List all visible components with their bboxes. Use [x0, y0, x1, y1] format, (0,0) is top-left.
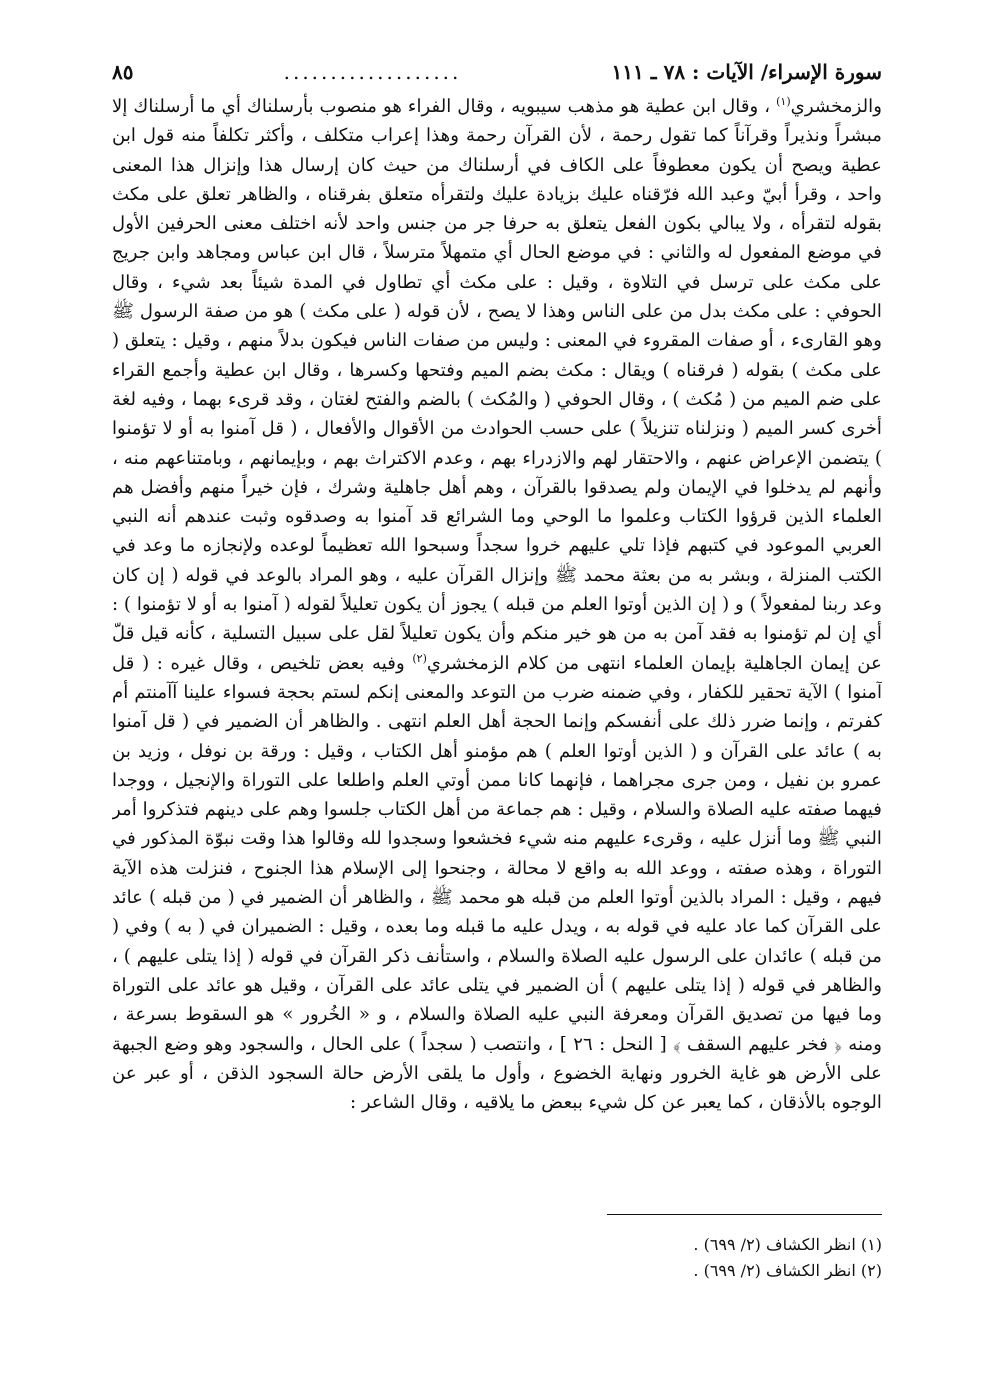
footnote-marker-2: (٢) — [412, 651, 427, 665]
main-text — [112, 92, 882, 1172]
page-number: ٨٥ — [112, 60, 134, 84]
running-header — [112, 60, 882, 90]
text-segment-2: ، وقال ابن عطية هو مذهب سيبويه ، وقال الفراء هو منصوب بأرسلناك أي ما أرسلناك إلا مبشراً ونذيراً وقرآناً كما تقول رحمة ، لأن القرآن رحمة وهذا إعراب متكلف ، وأكثر تكلفاً منه قول ابن عطية ويصح أن يكون معطوفاً على الكاف في أرسلناك من حيث كان إرسال هذا وإنزال هذا المعنى واحد ، وقرأ أبيّ وعبد الله فرّقناه عليك بزيادة عليك ولتقرأه متعلق بفرقناه ، والظاهر تعلق على مكث بقوله لتقرأه ، ولا يبالي بكون الفعل يتعلق به حرفا جر من جنس واحد لأنه اختلف معنى الحرفين الأول في موضع المفعول له والثاني : في موضع الحال أي متمهلاً مترسلاً ، قال ابن عباس ومجاهد وابن جريج على مكث على ترسل في التلاوة ، وقيل : على مكث أي تطاول في المدة شيئاً بعد شيء ، وقال الحوفي : على مكث بدل من على الناس وهذا لا يصح ، لأن قوله ( على مكث ) هو من صفة الرسول ﷺ وهو القارىء ، أو صفات المقروء في المعنى : وليس من صفات الناس فيكون بدلاً منهم ، وقيل : يتعلق ( على مكث ) بقوله ( فرقناه ) ويقال : مكث بضم الميم وفتحها وكسرها ، وقال ابن عطية وأجمع القراء على ضم الميم من ( مُكث ) ، وقال الحوفي ( والمُكث ) بالضم والفتح لغتان ، وقد قرىء بهما ، وفيه لغة أخرى كسر الميم ( ونزلناه تنزيلاً ) على حسب الحوادث من الأقوال والأفعال ، ( قل آمنوا به أو لا تؤمنوا ) يتضمن الإعراض عنهم ، والاحتقار لهم والازدراء بهم ، وعدم الاكتراث بهم ، وبإيمانهم ، وبامتناعهم منه ، وأنهم لم يدخلوا في الإيمان ولم يصدقوا بالقرآن ، وهم أهل جاهلية وشرك ، فإن خيراً منهم وأفضل هم العلماء الذين قرؤوا الكتاب وعلموا ما الوحي وما الشرائع قد آمنوا به وصدقوه وثبت عندهم أنه النبي العربي الموعود في كتبهم فإذا تلي عليهم خروا سجداً وسبحوا الله تعظيماً لوعده ولإنجازه ما وعد في الكتب المنزلة ، وبشر به من بعثة محمد ﷺ وإنزال القرآن عليه ، وهو المراد بالوعد في قوله ( إن كان وعد ربنا لمفعولاً ) و ( إن الذين أوتوا العلم من قبله ) يجوز أن يكون تعليلاً لقوله ( آمنوا به أو لا تؤمنوا ) : أي إن لم تؤمنوا به فقد آمن به من هو خير منكم وأن يكون تعليلاً لقل على سبيل التسلية ، كأنه قيل قلّ عن إيمان الجاهلية بإيمان العلماء انتهى من كلام الزمخشري — [112, 96, 882, 674]
footnote-divider — [607, 1214, 882, 1215]
footnote-marker-1: (١) — [776, 94, 791, 108]
footnotes — [500, 1232, 882, 1284]
surah-title: سورة الإسراء/ الآيات : ٧٨ ـ ١١١ — [611, 60, 882, 84]
text-segment-1: والزمخشري — [790, 96, 882, 117]
text-segment-3: وفيه بعض تلخيص ، وقال غيره : ( قل آمنوا ) الآية تحقير للكفار ، وفي ضمنه ضرب من التوعد والمعنى إنكم لستم بحجة فسواء علينا آآمنتم أم كفرتم ، وإنما ضرر ذلك على أنفسكم وإنما الحجة أهل العلم انتهى . والظاهر أن الضمير في ( قل آمنوا به ) عائد على القرآن و ( الذين أوتوا العلم ) هم مؤمنو أهل الكتاب ، وقيل : ورقة بن نوفل ، وزيد بن عمرو بن نفيل ، ومن جرى مجراهما ، فإنهما كانا ممن أوتي العلم واطلعا على التوراة والإنجيل ، ووجدا فيهما صفته عليه الصلاة والسلام ، وقيل : هم جماعة من أهل الكتاب جلسوا وهم على دينهم فتذكروا أمر النبي ﷺ وما أنزل عليه ، وقرىء عليهم منه شيء فخشعوا وسجدوا لله وقالوا هذا وقت نبوّة المذكور في التوراة ، وهذه صفته ، ووعد الله به واقع لا محالة ، وجنحوا إلى الإسلام هذا الجنوح ، فنزلت هذه الآية فيهم ، وقيل : المراد بالذين أوتوا العلم من قبله هو محمد ﷺ ، والظاهر أن الضمير في ( من قبله ) عائد على القرآن كما عاد عليه في قوله به ، ويدل عليه ما قبله وما بعده ، وقيل : الضميران في ( به ) وفي ( من قبله ) عائدان على الرسول عليه الصلاة والسلام ، واستأنف ذكر القرآن في قوله ( إذا يتلى عليهم ) ، والظاهر في قوله ( إذا يتلى عليهم ) أن الضمير في يتلى عائد على القرآن ، وقيل هو عائد على التوراة وما فيها من تصديق القرآن ومعرفة النبي عليه الصلاة والسلام ، و « الخُرور » هو السقوط بسرعة ، ومنه ﴿ فخر عليهم السقف ﴾ [ النحل : ٢٦ ] ، وانتصب ( سجداً ) على الحال ، والسجود وهو وضع الجبهة على الأرض هو غاية الخرور ونهاية الخضوع ، وأول ما يلقى الأرض حالة السجود الذقن ، أو عبر عن الوجوه بالأذقان ، كما يعبر عن كل شيء ببعض ما يلاقيه ، وقال الشاعر : — [112, 652, 882, 1114]
footnote-1: (١) انظر الكشاف (٢/ ٦٩٩) . — [693, 1235, 882, 1254]
footnote-2: (٢) انظر الكشاف (٢/ ٦٩٩) . — [693, 1261, 882, 1280]
header-dot-leader: ................... — [283, 60, 462, 84]
